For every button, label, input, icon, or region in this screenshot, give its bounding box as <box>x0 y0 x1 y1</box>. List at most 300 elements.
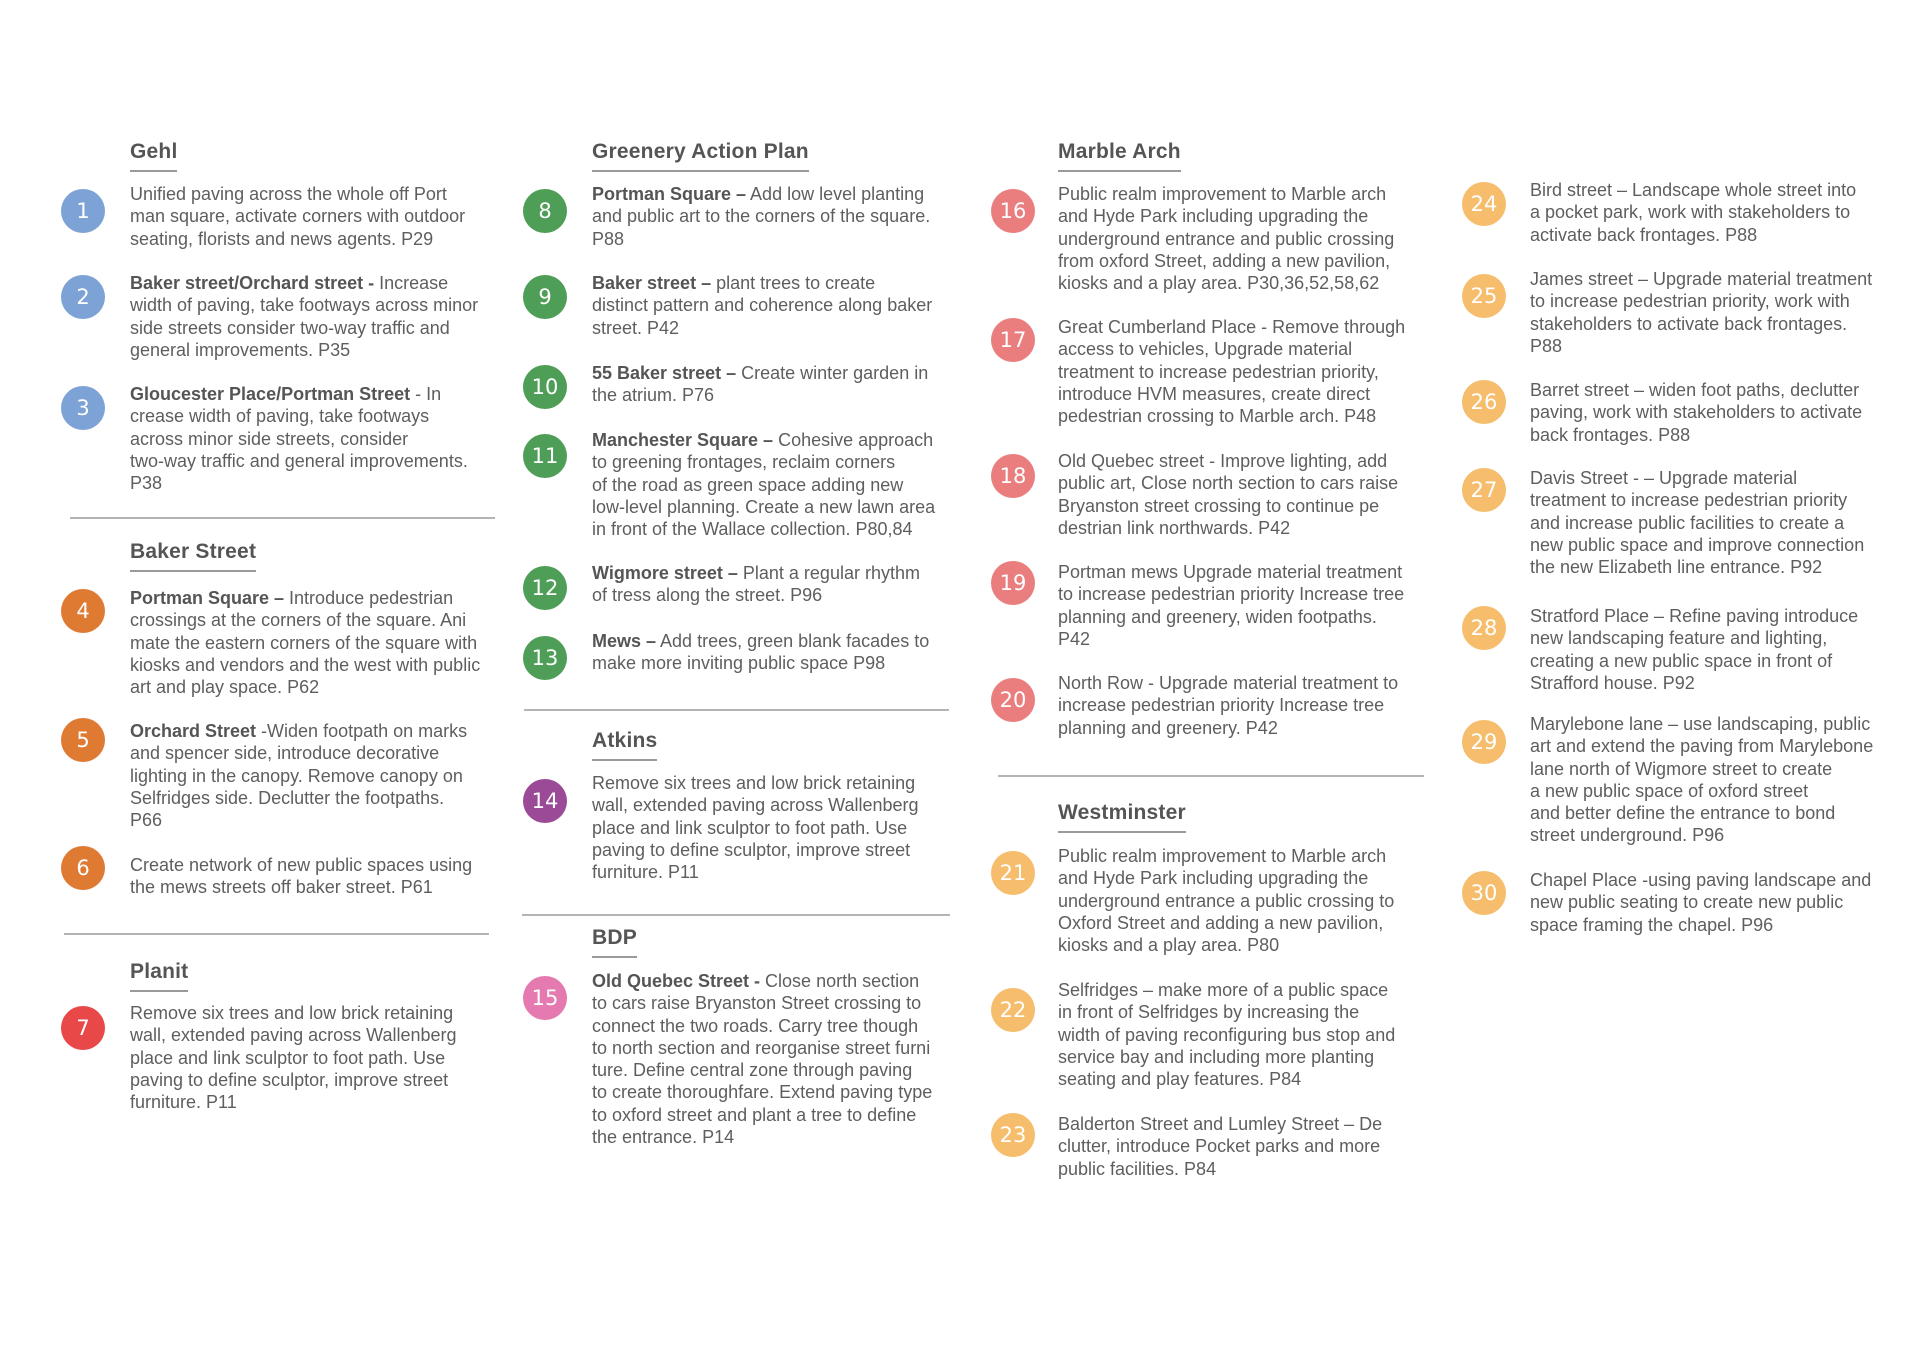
item-text-line <box>592 970 932 992</box>
item-description: seating and play features. P84 <box>1058 1069 1302 1090</box>
item-description: Add trees, green blank facades to <box>656 631 930 651</box>
item-description: Davis Street - – Upgrade material <box>1530 468 1798 488</box>
section-heading: Gehl <box>130 140 177 172</box>
item-text-line <box>1058 1158 1382 1180</box>
item-text-line <box>130 428 468 450</box>
item-text-line <box>1058 228 1394 250</box>
item-number-badge: 22 <box>991 988 1035 1032</box>
item-description: access to vehicles, Upgrade material <box>1058 339 1353 360</box>
item-text-line <box>1530 534 1864 556</box>
item-description: Selfridges side. Declutter the footpaths. <box>130 787 445 808</box>
item-number-badge: 17 <box>991 318 1035 362</box>
item-description: crossings at the corners of the square. Ani <box>130 610 467 631</box>
item-text-line <box>130 228 465 250</box>
item-number-badge: 4 <box>61 589 105 633</box>
item-number-badge: 25 <box>1462 274 1506 318</box>
item-text-line <box>592 496 935 518</box>
item-description: public art, Close north section to cars raise <box>1058 473 1399 494</box>
item-text <box>1530 467 1864 578</box>
item-text <box>592 772 919 883</box>
item-text-line <box>130 742 467 764</box>
item-text-line <box>130 809 467 831</box>
item-text <box>1058 561 1404 650</box>
item-number-badge: 6 <box>61 846 105 890</box>
item-text-line <box>1058 361 1405 383</box>
item-text-line <box>592 205 930 227</box>
item-text-line <box>130 876 472 898</box>
item-description: to increase pedestrian priority, work with <box>1530 291 1850 312</box>
item-description: P42 <box>1058 628 1091 649</box>
item-text-line <box>130 339 478 361</box>
item-number-badge: 27 <box>1462 468 1506 512</box>
item-description: wall, extended paving across Wallenberg <box>592 795 919 816</box>
item-text <box>1530 869 1871 936</box>
item-text-line <box>1530 758 1873 780</box>
item-text-line <box>592 1081 932 1103</box>
item-text-line <box>130 632 480 654</box>
item-text-line <box>1530 869 1871 891</box>
item-number-badge: 9 <box>523 275 567 319</box>
item-text-line <box>592 518 935 540</box>
item-title: Old Quebec Street - <box>592 971 761 991</box>
item-description: Cohesive approach <box>773 430 934 450</box>
item-description: Old Quebec street - Improve lighting, add <box>1058 451 1388 471</box>
item-description: planning and greenery. P42 <box>1058 717 1278 738</box>
item-text-line <box>1530 672 1858 694</box>
item-text-line <box>592 562 920 584</box>
item-description: creating a new public space in front of <box>1530 650 1833 671</box>
item-description: North Row - Upgrade material treatment to <box>1058 673 1399 693</box>
item-title: Baker street – <box>592 273 712 293</box>
item-description: distinct pattern and coherence along baker <box>592 295 933 316</box>
item-text-line <box>130 450 468 472</box>
item-text <box>1058 1113 1382 1180</box>
item-text-line <box>1058 717 1398 739</box>
item-description: low-level planning. Create a new lawn area <box>592 496 936 517</box>
item-text-line <box>1530 556 1864 578</box>
section-divider <box>522 914 950 916</box>
section-heading: Marble Arch <box>1058 140 1181 172</box>
item-description: - In <box>410 384 442 404</box>
item-text-line <box>1058 979 1395 1001</box>
item-description: underground entrance a public crossing to <box>1058 890 1395 911</box>
item-text-line <box>1058 628 1404 650</box>
item-text-line <box>1530 802 1873 824</box>
item-text-line <box>130 1091 457 1113</box>
item-text-line <box>1058 1001 1395 1023</box>
item-text-line <box>1530 379 1862 401</box>
item-number-badge: 26 <box>1462 380 1506 424</box>
item-description: Stratford Place – Refine paving introduce <box>1530 606 1859 626</box>
item-description: new public space and improve connection <box>1530 534 1865 555</box>
item-description: from oxford Street, adding a new pavilion, <box>1058 250 1391 271</box>
item-title: Baker street/Orchard street - <box>130 273 375 293</box>
item-number-badge: 14 <box>523 779 567 823</box>
item-text-line <box>592 861 919 883</box>
item-description: Bryanston street crossing to continue pe <box>1058 495 1380 516</box>
item-text-line <box>1530 179 1856 201</box>
item-description: the entrance. P14 <box>592 1127 735 1148</box>
item-text-line <box>1530 201 1856 223</box>
item-description: and spencer side, introduce decorative <box>130 743 440 764</box>
item-description: Oxford Street and adding a new pavilion, <box>1058 912 1384 933</box>
item-text-line <box>1530 780 1873 802</box>
item-text-line <box>1530 891 1871 913</box>
item-text <box>1058 979 1395 1090</box>
item-title: Portman Square – <box>130 588 285 608</box>
item-text-line <box>1058 672 1398 694</box>
item-description: new landscaping feature and lighting, <box>1530 628 1828 649</box>
item-text-line <box>1058 517 1398 539</box>
item-number-badge: 18 <box>991 454 1035 498</box>
item-text <box>1530 379 1862 446</box>
item-title: Orchard Street <box>130 721 257 741</box>
section-heading: Planit <box>130 960 188 992</box>
item-description: Increase <box>374 273 449 293</box>
item-description: place and link sculptor to foot path. Use <box>130 1047 446 1068</box>
item-description: side streets consider two-way traffic and <box>130 317 450 338</box>
item-text-line <box>1530 605 1858 627</box>
item-text <box>130 383 468 494</box>
item-title: Wigmore street – <box>592 563 738 583</box>
item-text-line <box>130 183 465 205</box>
section-divider <box>64 933 489 935</box>
item-text-line <box>130 1069 457 1091</box>
item-description: P88 <box>1530 335 1563 356</box>
item-text-line <box>1530 268 1872 290</box>
item-number-badge: 12 <box>523 566 567 610</box>
section-divider <box>70 517 495 519</box>
item-text-line <box>130 587 480 609</box>
item-description: to oxford street and plant a tree to define <box>592 1104 917 1125</box>
item-text <box>592 562 920 607</box>
item-description: place and link sculptor to foot path. Use <box>592 817 908 838</box>
item-description: service bay and including more planting <box>1058 1046 1375 1067</box>
item-number-badge: 21 <box>991 851 1035 895</box>
item-description: Great Cumberland Place - Remove through <box>1058 317 1406 337</box>
item-description: treatment to increase pedestrian priority <box>1530 490 1848 511</box>
item-description: Bird street – Landscape whole street into <box>1530 180 1857 200</box>
item-description: planning and greenery, widen footpaths. <box>1058 606 1377 627</box>
item-description: Create winter garden in <box>736 363 929 383</box>
item-text-line <box>1058 1113 1382 1135</box>
item-description: paving to define sculptor, improve street <box>592 839 911 860</box>
item-title: Manchester Square – <box>592 430 774 450</box>
item-text <box>1058 450 1398 539</box>
item-text-line <box>130 317 478 339</box>
item-description: and public art to the corners of the square. <box>592 206 931 227</box>
item-text-line <box>130 787 467 809</box>
item-text-line <box>1058 1135 1382 1157</box>
item-description: P88 <box>592 228 625 249</box>
item-description: Chapel Place -using paving landscape and <box>1530 870 1872 890</box>
item-description: Introduce pedestrian <box>284 588 454 608</box>
item-description: Unified paving across the whole off Port <box>130 184 447 204</box>
item-text-line <box>1058 183 1394 205</box>
item-description: to cars raise Bryanston Street crossing to <box>592 993 922 1014</box>
item-description: to greening frontages, reclaim corners <box>592 452 896 473</box>
item-description: furniture. P11 <box>130 1092 237 1113</box>
item-description: and Hyde Park including upgrading the <box>1058 206 1369 227</box>
item-text-line <box>592 429 935 451</box>
item-description: in front of Selfridges by increasing the <box>1058 1002 1360 1023</box>
item-text-line <box>1530 313 1872 335</box>
item-text-line <box>592 294 932 316</box>
section-divider <box>524 709 949 711</box>
item-text <box>592 272 932 339</box>
item-text-line <box>1058 694 1398 716</box>
item-text-line <box>130 1024 457 1046</box>
item-description: Create network of new public spaces using <box>130 855 473 875</box>
item-text <box>130 587 480 698</box>
item-text-line <box>1530 713 1873 735</box>
item-text-line <box>1058 205 1394 227</box>
item-description: make more inviting public space P98 <box>592 653 886 674</box>
item-text <box>1530 179 1856 246</box>
item-description: art and play space. P62 <box>130 677 320 698</box>
item-text-line <box>592 992 932 1014</box>
item-description: P66 <box>130 810 163 831</box>
item-description: width of paving reconfiguring bus stop and <box>1058 1024 1396 1045</box>
item-text-line <box>1530 735 1873 757</box>
item-description: stakeholders to activate back frontages. <box>1530 313 1848 334</box>
item-text-line <box>1058 250 1394 272</box>
item-text-line <box>592 839 919 861</box>
item-number-badge: 5 <box>61 718 105 762</box>
item-description: ture. Define central zone through paving <box>592 1060 913 1081</box>
item-text-line <box>592 183 930 205</box>
item-text-line <box>592 451 935 473</box>
item-text <box>130 720 467 831</box>
item-text-line <box>130 609 480 631</box>
item-title: Portman Square – <box>592 184 747 204</box>
item-description: and better define the entrance to bond <box>1530 803 1836 824</box>
item-description: crease width of paving, take footways <box>130 406 430 427</box>
item-text-line <box>1058 338 1405 360</box>
item-number-badge: 7 <box>61 1006 105 1050</box>
item-description: the atrium. P76 <box>592 385 715 406</box>
item-description: and increase public facilities to create a <box>1530 512 1845 533</box>
item-text-line <box>592 228 930 250</box>
item-text <box>130 272 478 361</box>
item-text-line <box>592 794 919 816</box>
item-text-line <box>1058 845 1394 867</box>
item-description: back frontages. P88 <box>1530 424 1691 445</box>
item-number-badge: 8 <box>523 189 567 233</box>
section-heading: Greenery Action Plan <box>592 140 809 172</box>
item-text-line <box>130 272 478 294</box>
item-number-badge: 15 <box>523 976 567 1020</box>
item-description: Public realm improvement to Marble arch <box>1058 846 1387 866</box>
item-description: destrian link northwards. P42 <box>1058 517 1291 538</box>
item-description: paving, work with stakeholders to activate <box>1530 402 1863 423</box>
item-text-line <box>1058 912 1394 934</box>
item-text-line <box>1530 512 1864 534</box>
item-description: activate back frontages. P88 <box>1530 224 1758 245</box>
item-text <box>1058 672 1398 739</box>
item-text-line <box>1058 1046 1395 1068</box>
item-description: space framing the chapel. P96 <box>1530 914 1774 935</box>
item-description: Remove six trees and low brick retaining <box>592 773 916 793</box>
item-text-line <box>1530 824 1873 846</box>
item-description: kiosks and vendors and the west with public <box>130 654 481 675</box>
item-number-badge: 1 <box>61 189 105 233</box>
item-text <box>592 429 935 540</box>
item-description: in front of the Wallace collection. P80,84 <box>592 519 913 540</box>
item-text-line <box>1530 489 1864 511</box>
item-text-line <box>1530 650 1858 672</box>
item-text-line <box>592 817 919 839</box>
item-number-badge: 29 <box>1462 720 1506 764</box>
item-description: Portman mews Upgrade material treatment <box>1058 562 1403 582</box>
item-number-badge: 28 <box>1462 606 1506 650</box>
item-text-line <box>592 584 920 606</box>
item-description: plant trees to create <box>711 273 876 293</box>
item-number-badge: 20 <box>991 678 1035 722</box>
item-text-line <box>1058 495 1398 517</box>
item-text-line <box>1530 627 1858 649</box>
item-description: Strafford house. P92 <box>1530 672 1695 693</box>
item-number-badge: 24 <box>1462 182 1506 226</box>
item-description: to increase pedestrian priority Increase tree <box>1058 584 1405 605</box>
item-text <box>130 1002 457 1113</box>
item-text-line <box>130 1047 457 1069</box>
item-text-line <box>1530 401 1862 423</box>
item-text-line <box>592 1059 932 1081</box>
item-text-line <box>130 405 468 427</box>
item-description: treatment to increase pedestrian priority, <box>1058 361 1379 382</box>
section-divider <box>998 775 1424 777</box>
item-text-line <box>592 272 932 294</box>
item-text-line <box>130 205 465 227</box>
item-number-badge: 30 <box>1462 871 1506 915</box>
item-text-line <box>1058 1024 1395 1046</box>
item-text <box>592 970 932 1148</box>
item-text <box>1058 183 1394 294</box>
item-title: Mews – <box>592 631 657 651</box>
item-description: public facilities. P84 <box>1058 1158 1217 1179</box>
item-text-line <box>1530 467 1864 489</box>
item-description: of tress along the street. P96 <box>592 585 823 606</box>
item-description: a new public space of oxford street <box>1530 780 1809 801</box>
item-description: width of paving, take footways across minor <box>130 295 479 316</box>
item-text-line <box>130 294 478 316</box>
item-text-line <box>1530 914 1871 936</box>
item-description: lane north of Wigmore street to create <box>1530 758 1833 779</box>
item-description: and Hyde Park including upgrading the <box>1058 868 1369 889</box>
item-number-badge: 19 <box>991 561 1035 605</box>
item-description: new public seating to create new public <box>1530 892 1844 913</box>
item-description: Plant a regular rhythm <box>737 563 920 583</box>
item-description: art and extend the paving from Marylebone <box>1530 736 1874 757</box>
item-description: across minor side streets, consider <box>130 428 409 449</box>
item-text-line <box>592 362 928 384</box>
item-text-line <box>1058 316 1405 338</box>
item-description: P38 <box>130 473 163 494</box>
item-description: Selfridges – make more of a public space <box>1058 980 1389 1000</box>
item-text-line <box>1530 224 1856 246</box>
item-number-badge: 11 <box>523 434 567 478</box>
item-text-line <box>592 1104 932 1126</box>
item-description: increase pedestrian priority Increase tree <box>1058 695 1385 716</box>
item-description: furniture. P11 <box>592 862 699 883</box>
section-heading: Baker Street <box>130 540 256 572</box>
item-description: general improvements. P35 <box>130 339 351 360</box>
item-text-line <box>592 1126 932 1148</box>
item-description: to north section and reorganise street furni <box>592 1037 931 1058</box>
item-text <box>592 183 930 250</box>
item-description: introduce HVM measures, create direct <box>1058 383 1371 404</box>
item-description: Marylebone lane – use landscaping, public <box>1530 714 1871 734</box>
item-description: connect the two roads. Carry tree though <box>592 1015 919 1036</box>
item-description: street underground. P96 <box>1530 825 1725 846</box>
item-description: two-way traffic and general improvements. <box>130 450 468 471</box>
item-number-badge: 2 <box>61 275 105 319</box>
item-text <box>130 854 472 899</box>
section-heading: BDP <box>592 926 637 958</box>
item-description: Barret street – widen foot paths, declutter <box>1530 380 1860 400</box>
item-text-line <box>592 1037 932 1059</box>
item-text-line <box>1058 583 1404 605</box>
item-text-line <box>1058 405 1405 427</box>
item-description: Close north section <box>760 971 920 991</box>
item-description: the new Elizabeth line entrance. P92 <box>1530 557 1823 578</box>
item-text-line <box>1058 450 1398 472</box>
item-description: paving to define sculptor, improve street <box>130 1069 449 1090</box>
item-text <box>1058 845 1394 956</box>
item-text-line <box>592 652 929 674</box>
item-text <box>592 362 928 407</box>
item-description: James street – Upgrade material treatment <box>1530 269 1873 289</box>
item-description: street. P42 <box>592 317 680 338</box>
item-text-line <box>1530 424 1862 446</box>
item-text <box>130 183 465 250</box>
item-description: pedestrian crossing to Marble arch. P48 <box>1058 406 1377 427</box>
item-text <box>1530 605 1858 694</box>
item-text-line <box>592 317 932 339</box>
item-text <box>1530 713 1873 847</box>
item-text-line <box>1058 934 1394 956</box>
item-number-badge: 16 <box>991 189 1035 233</box>
item-number-badge: 3 <box>61 386 105 430</box>
item-description: kiosks and a play area. P30,36,52,58,62 <box>1058 273 1380 294</box>
item-description: Balderton Street and Lumley Street – De <box>1058 1114 1383 1134</box>
item-description: Add low level planting <box>746 184 925 204</box>
section-heading: Westminster <box>1058 801 1186 833</box>
item-text-line <box>1058 1068 1395 1090</box>
item-description: the mews streets off baker street. P61 <box>130 877 433 898</box>
item-description: man square, activate corners with outdoor <box>130 206 466 227</box>
item-text-line <box>1530 290 1872 312</box>
item-text-line <box>1058 606 1404 628</box>
item-text-line <box>130 654 480 676</box>
item-description: -Widen footpath on marks <box>256 721 468 741</box>
item-text-line <box>1058 561 1404 583</box>
item-description: seating, florists and news agents. P29 <box>130 228 434 249</box>
item-text-line <box>592 474 935 496</box>
item-text <box>1530 268 1872 357</box>
item-text-line <box>130 676 480 698</box>
item-text-line <box>592 772 919 794</box>
item-text-line <box>1058 890 1394 912</box>
item-description: Remove six trees and low brick retaining <box>130 1003 454 1023</box>
item-description: of the road as green space adding new <box>592 474 904 495</box>
item-number-badge: 13 <box>523 636 567 680</box>
item-number-badge: 23 <box>991 1113 1035 1157</box>
item-description: to create thoroughfare. Extend paving type <box>592 1082 933 1103</box>
item-text-line <box>130 472 468 494</box>
item-text-line <box>130 765 467 787</box>
